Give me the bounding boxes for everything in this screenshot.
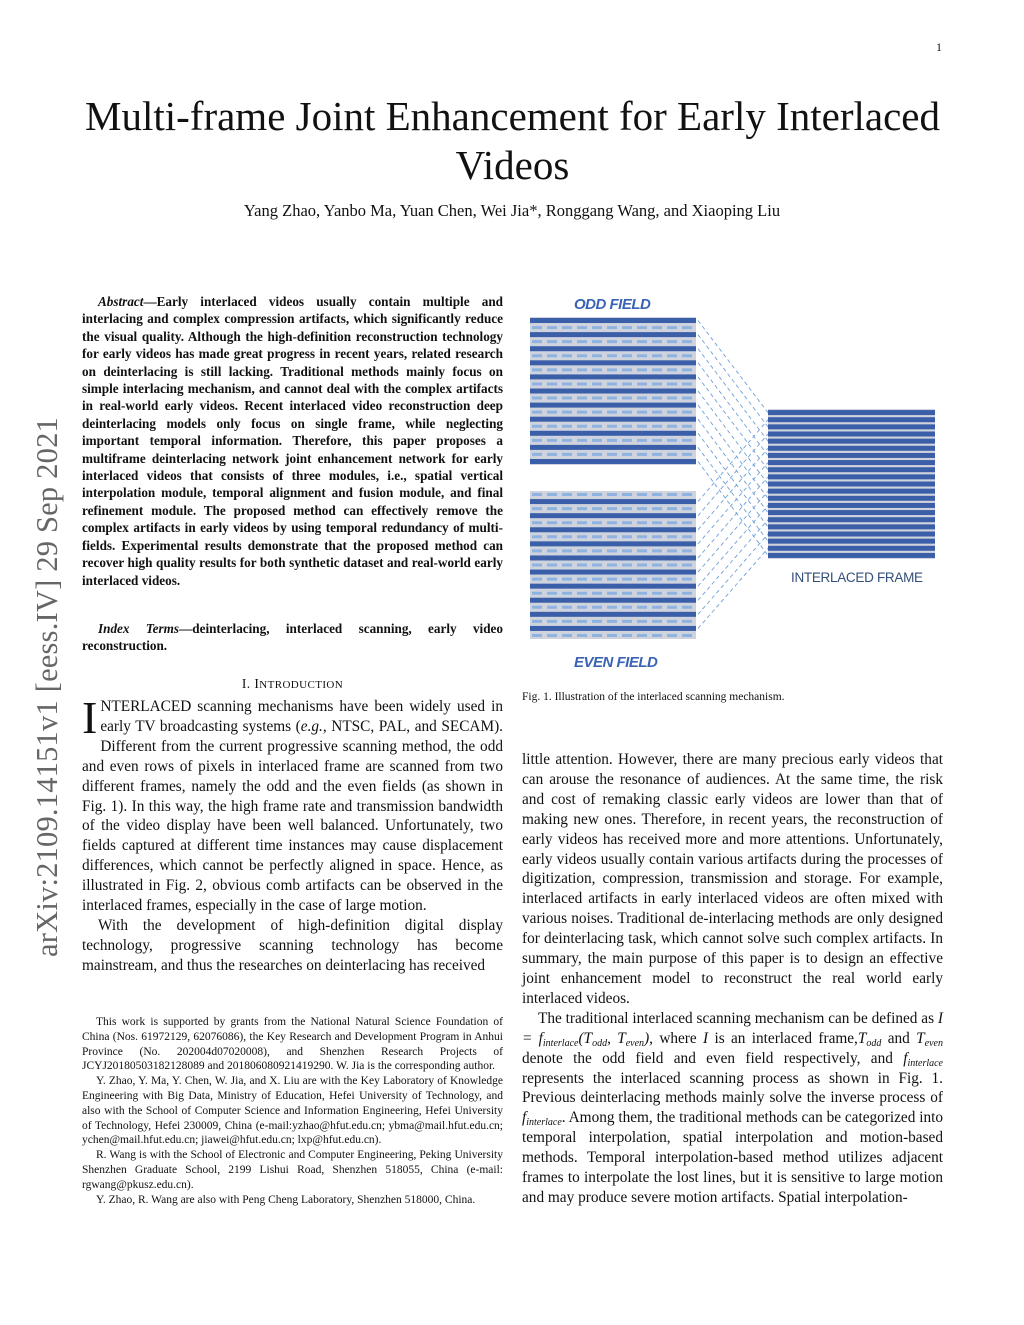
odd-field-solid-line — [530, 431, 696, 436]
connector-line — [698, 405, 768, 498]
eq-args-a: (T — [578, 1029, 593, 1047]
odd-field-solid-line — [530, 332, 696, 337]
p2-d: and — [881, 1029, 917, 1047]
interlaced-frame-label: INTERLACED FRAME — [791, 570, 923, 585]
t-even-main: T — [916, 1029, 925, 1047]
intro-p1-after: , NTSC, PAL, and SECAM). Different from the current progressive scanning method, the odd and even rows of pixels in interlaced frame are scanned from two different frames, namely the odd and the even fields (as shown in Fig. 1). In this way, the high frame rate and transmission bandwidth of the video display have been well balanced. Unfortunately, two fields captured at different time instances may cause displacement differences, which cannot be perfectly aligned in space. Hence, as illustrated in Fig. 2, obvious comb artifacts can be observed in the interlaced frames, especially in the case of large motion. — [82, 717, 503, 915]
connector-line — [698, 433, 768, 527]
connector-line — [698, 419, 768, 512]
interlaced-solid-line — [768, 439, 935, 444]
p2-I: I — [703, 1029, 709, 1047]
t-odd-main: T — [857, 1029, 867, 1047]
odd-field-frame — [530, 317, 696, 465]
connector-line — [698, 363, 768, 456]
abstract — [82, 293, 503, 589]
odd-field-solid-line — [530, 459, 696, 464]
section-title-rest: NTRODUCTION — [259, 679, 344, 691]
interlaced-solid-line — [768, 424, 935, 429]
abstract-text: —Early interlaced videos usually contain multiple and interlacing and complex compression artifacts, which significantly reduce the visual quality. Although the high-definition reconstruction technology for early videos has made great progress in recent years, related research on deinterlacing is still lacking. Traditional methods mainly focus on simple interlacing mechanism, and cannot deal with the complex artifacts in real-world early videos. Recent interlaced video reconstruction deep deinterlacing models only focus on single frame, while neglecting important temporal information. Therefore, this paper proposes a multiframe deinterlacing network joint enhancement network for early interlaced videos that consists of three modules, i.e., spatial vertical interpolation module, temporal alignment and fusion module, and final refinement module. The proposed method can effectively remove the complex artifacts in early videos by using temporal redundancy of multi-fields. Experimental results demonstrate that the proposed method can recover high quality results for both synthetic dataset and real-world early interlaced videos. — [82, 294, 503, 588]
intro-paragraph-1 — [82, 692, 503, 916]
intro-body — [82, 692, 503, 976]
section-heading — [82, 676, 503, 692]
even-field-solid-line — [530, 626, 696, 631]
interlaced-solid-line — [768, 539, 935, 544]
interlaced-solid-line — [768, 467, 935, 472]
paper-title: Multi-frame Joint Enhancement for Early Interlaced Videos — [85, 93, 940, 188]
right-paragraph-2 — [522, 1009, 943, 1208]
p2-e: denote the odd field and even field respectively, and — [522, 1049, 904, 1067]
figure-caption: Fig. 1. Illustration of the interlaced scanning mechanism. — [522, 691, 785, 703]
interlaced-solid-line — [768, 432, 935, 437]
section-title-initial: I — [254, 676, 260, 691]
eq-sub: interlace — [542, 1037, 579, 1049]
intro-paragraph-2: With the development of high-definition digital display technology, progressive scanning technology has become mainstream, and thus the researches on deinterlacing has received — [82, 916, 503, 974]
footnote-funding: This work is supported by grants from the National Natural Science Foundation of China (Nos. 61972129, 62076086), the Key Research and Development Program in Anhui Province (No. 202004d07020008), and Shenzhen Research Projects of JCYJ20180503182128089 and 201806080921419290. W. Jia is the corresponding author. — [82, 1016, 503, 1073]
interlaced-solid-line — [768, 503, 935, 508]
even-field-solid-line — [530, 612, 696, 617]
connector-line — [698, 377, 768, 470]
footnote-affiliation-3: Y. Zhao, R. Wang are also with Peng Cheng Laboratory, Shenzhen 518000, China. — [96, 1193, 476, 1206]
interlaced-solid-line — [768, 460, 935, 465]
footnotes — [82, 1015, 503, 1207]
p2-c: is an interlaced frame, — [708, 1029, 858, 1047]
odd-field-solid-line — [530, 417, 696, 422]
right-column-body — [522, 750, 943, 1208]
interlaced-solid-line — [768, 496, 935, 501]
interlaced-solid-line — [768, 453, 935, 458]
even-field-label: EVEN FIELD — [574, 654, 658, 671]
author-list: Yang Zhao, Yanbo Ma, Yuan Chen, Wei Jia*, Ronggang Wang, and Xiaoping Liu — [243, 201, 781, 220]
even-field-solid-line — [530, 598, 696, 603]
t-odd — [858, 1030, 882, 1047]
interlaced-solid-line — [768, 532, 935, 537]
figure-diagram — [522, 293, 947, 678]
odd-field-solid-line — [530, 360, 696, 365]
abstract-label: Abstract — [98, 294, 144, 309]
t-even — [916, 1030, 943, 1047]
interlaced-solid-line — [768, 417, 935, 422]
interlaced-solid-line — [768, 553, 935, 558]
index-terms — [82, 620, 503, 655]
connector-line — [698, 461, 768, 555]
t-even-sub: even — [924, 1037, 943, 1049]
even-field-solid-line — [530, 499, 696, 504]
interlaced-solid-line — [768, 489, 935, 494]
drop-cap: I — [82, 692, 98, 743]
connector-line — [698, 335, 768, 427]
odd-field-label: ODD FIELD — [574, 296, 651, 313]
connector-line — [698, 391, 768, 484]
f-interlace-2 — [522, 1109, 562, 1129]
odd-field-solid-line — [530, 445, 696, 450]
t-odd-sub: odd — [866, 1037, 882, 1049]
even-field-solid-line — [530, 541, 696, 546]
arxiv-stamp: arXiv:2109.14151v1 [eess.IV] 29 Sep 2021 — [30, 417, 64, 957]
f-sub: interlace — [907, 1057, 943, 1069]
eq-sub-even: even — [625, 1037, 645, 1049]
interlaced-solid-line — [768, 446, 935, 451]
even-field-solid-line — [530, 513, 696, 518]
p2-h: . Among them, the traditional methods can be categorized into temporal interpolation, spatial interpolation and motion-based methods. Temporal interpolation-based method utilizes adjacent frames to interpolate the lost lines, but it is sensitive to large motion and may produce severe motion artifacts. Spatial interpolation- — [522, 1109, 943, 1206]
p2-b: , where — [649, 1029, 704, 1047]
interlaced-frame — [768, 409, 935, 559]
p2-g: represents the interlaced scanning process as shown in Fig. 1. Previous deinterlacing methods mainly solve the inverse process of — [522, 1069, 943, 1107]
even-field-solid-line — [530, 570, 696, 575]
even-field-solid-line — [530, 555, 696, 560]
intro-p1-text: NTERLACED scanning mechanisms have been widely used in early TV broadcasting systems ( — [100, 698, 503, 735]
interlaced-solid-line — [768, 482, 935, 487]
intro-p1-eg: e.g. — [300, 717, 323, 735]
footnote-affiliation-1: Y. Zhao, Y. Ma, Y. Chen, W. Jia, and X. Liu are with the Key Laboratory of Knowledge Engineering with Big Data, Ministry of Education, Hefei University of Technology, and also with the School of Computer Science and Information Engineering, Hefei University of Technology, Hefei 230009, China (e-mail:yzhao@hfut.edu.cn; ybma@mail.hfut.edu.cn; ychen@mail.hfut.edu.cn; jiawei@hfut.edu.cn; lxp@hfut.edu.cn). — [82, 1075, 503, 1147]
odd-field-solid-line — [530, 346, 696, 351]
even-field-frame — [530, 491, 696, 639]
odd-field-solid-line — [530, 318, 696, 323]
odd-field-solid-line — [530, 403, 696, 408]
section-number: I. — [241, 676, 255, 691]
connector-line — [698, 321, 768, 413]
connector-line — [698, 447, 768, 541]
eq-args-b: , T — [607, 1029, 626, 1047]
page-number: 1 — [936, 40, 942, 54]
even-field-solid-line — [530, 584, 696, 589]
interlaced-solid-line — [768, 517, 935, 522]
interlaced-solid-line — [768, 524, 935, 529]
interlaced-solid-line — [768, 410, 935, 415]
right-paragraph-1: little attention. However, there are many precious early videos that can arouse the resonance of audiences. At the same time, the risk and cost of remaking classic early videos are lower than that of making new ones. Therefore, in recent years, the reconstruction of early videos has received more and more attentions. Unfortunately, early videos usually contain various artifacts during the processes of digitization, compression, transmission and storage. For example, interlaced artifacts in early interlaced videos are often mixed with various noises. Traditional de-interlacing methods are only designed for deinterlacing task, which cannot solve such complex artifacts. In summary, the main purpose of this paper is to design an effective joint enhancement model to reconstruct the real world early interlaced videos. — [522, 751, 943, 1007]
index-terms-label: Index Terms — [98, 621, 180, 636]
f-interlace — [903, 1050, 943, 1067]
index-terms-text: —deinterlacing, interlaced scanning, early video reconstruction. — [82, 621, 503, 654]
even-field-solid-line — [530, 527, 696, 532]
eq-sub-odd: odd — [592, 1037, 608, 1049]
eq-close: ) — [644, 1029, 650, 1047]
f-main: f — [903, 1049, 908, 1067]
f2-sub: interlace — [526, 1117, 562, 1129]
p2-a: The traditional interlaced scanning mechanism can be defined as — [538, 1009, 938, 1027]
interlaced-solid-line — [768, 546, 935, 551]
field-connectors — [698, 321, 768, 629]
eq-main: I = f — [522, 1009, 943, 1047]
interlaced-solid-line — [768, 474, 935, 479]
interlaced-solid-line — [768, 510, 935, 515]
footnote-affiliation-2: R. Wang is with the School of Electronic and Computer Engineering, Peking University Shenzhen Graduate School, 2199 Lishui Road, Shenzhen 518055, China (e-mail: rgwang@pkusz.edu.cn). — [82, 1149, 503, 1191]
f2-main: f — [522, 1109, 527, 1127]
connector-line — [698, 349, 768, 441]
odd-field-solid-line — [530, 389, 696, 394]
figure-interlaced-scanning — [522, 293, 947, 678]
odd-field-solid-line — [530, 374, 696, 379]
